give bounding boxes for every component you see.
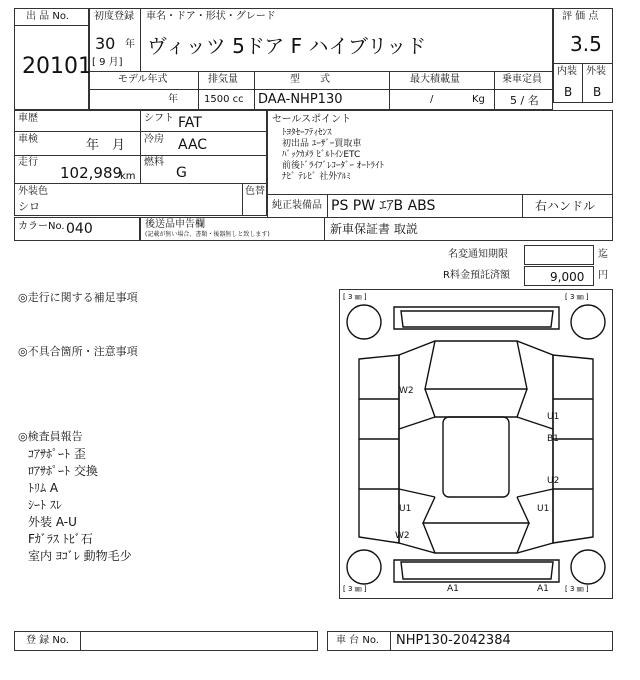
tire-depth-rear-left: [ 3 ㎜ ] — [343, 585, 367, 593]
first-reg-label: 初度登録 — [94, 11, 134, 22]
damage-mark: B1 — [547, 434, 559, 444]
sales-point-item: 前後ﾄﾞﾗｲﾌﾞﾚｺｰﾀﾞｰ ｵｰﾄﾗｲﾄ — [282, 161, 384, 171]
details-row-line — [14, 155, 267, 156]
details-row-line — [14, 131, 267, 132]
inspection-label: 車検 — [18, 134, 38, 145]
wheel-rear-left — [347, 550, 381, 584]
max-load-label: 最大積載量 — [410, 74, 460, 85]
damage-mark: U1 — [399, 504, 412, 514]
inspector-item: ﾄﾘﾑ A — [28, 481, 59, 495]
recycle-value: 9,000 — [550, 270, 585, 284]
driving-notes-label: ◎走行に関する補足事項 — [18, 291, 138, 304]
lot-number: 20101 — [22, 54, 92, 79]
registration-label: 登 録 No. — [26, 635, 69, 646]
chassis-label: 車 台 No. — [336, 635, 379, 646]
ac-label: 冷房 — [144, 134, 164, 145]
first-reg-year: 30 — [95, 34, 116, 53]
exterior-label: 外装 — [586, 66, 606, 77]
mileage-label: 走行 — [18, 157, 38, 168]
mileage-value: 102,989 — [60, 164, 123, 182]
capacity-value: 5 / 名 — [510, 94, 539, 107]
docs-label: 後送品申告欄 — [145, 219, 205, 230]
type-value: DAA-NHP130 — [258, 92, 343, 107]
wheel-rear-right — [571, 550, 605, 584]
handle-value: 右ハンドル — [535, 199, 596, 213]
max-load-unit: Kg — [472, 94, 485, 105]
equipment-divider — [327, 194, 328, 218]
tire-depth-rear-right: [ 3 ㎜ ] — [565, 585, 589, 593]
first-reg-month: [ 9 月] — [92, 57, 123, 68]
chassis-number: NHP130-2042384 — [396, 633, 511, 648]
inspector-item: ｼｰﾄ ｽﾚ — [28, 498, 62, 512]
equipment-label: 純正装備品 — [272, 200, 322, 211]
sales-point-item: 初出品 ﾕｰｻﾞｰ買取車 — [282, 139, 362, 149]
color-change-label: 色替 — [245, 186, 265, 197]
damage-mark: U1 — [547, 412, 560, 422]
car-diagram — [339, 289, 613, 599]
exterior-grade: B — [593, 85, 602, 99]
tire-depth-front-left: [ 3 ㎜ ] — [343, 293, 367, 301]
grade-value: 3.5 — [570, 32, 602, 56]
inspector-label: ◎検査員報告 — [18, 430, 83, 443]
capacity-label: 乗車定員 — [502, 74, 542, 85]
fuel-value: G — [176, 165, 187, 181]
recycle-label: R料金預託済額 — [443, 270, 510, 281]
spec-col-divider — [494, 71, 495, 110]
model-year-label: モデル年式 — [118, 74, 168, 85]
model-year-unit: 年 — [168, 94, 178, 105]
fuel-label: 燃料 — [144, 157, 164, 168]
inspector-item: 外装 A-U — [28, 515, 77, 529]
spec-divider — [89, 89, 553, 90]
sales-point-item: ﾄﾖﾀｾｰﾌﾃｨｾﾝｽ — [282, 128, 332, 138]
name-change-label: 名変通知期限 — [448, 249, 508, 260]
exterior-color-box — [14, 183, 267, 216]
damage-mark: W2 — [399, 386, 414, 396]
grade-label: 評 価 点 — [562, 11, 599, 22]
inspector-item: ｺｱｻﾎﾟｰﾄ 歪 — [28, 447, 86, 461]
damage-mark: A1 — [447, 584, 459, 594]
sales-points-list — [282, 128, 384, 183]
first-reg-year-unit: 年 — [125, 39, 135, 50]
type-label: 型 式 — [290, 74, 330, 85]
exterior-color-label: 外装色 — [18, 186, 48, 197]
name-change-unit: 迄 — [598, 249, 608, 260]
inspector-item: Fｶﾞﾗｽ ﾄﾋﾞ石 — [28, 532, 93, 546]
docs-value: 新車保証書 取説 — [330, 222, 418, 236]
interior-grade: B — [564, 85, 573, 99]
spec-col-divider — [198, 71, 199, 110]
tire-depth-front-right: [ 3 ㎜ ] — [565, 293, 589, 301]
inspector-list — [28, 446, 132, 565]
docs-note: (記載が無い場合、書類・後器無しと致します) — [145, 231, 270, 238]
docs-divider — [324, 217, 325, 241]
inspector-item: ﾛｱｻﾎﾟｰﾄ 交換 — [28, 464, 98, 478]
color-change-divider — [242, 183, 243, 216]
wheel-front-left — [347, 305, 381, 339]
mileage-unit: km — [120, 171, 136, 182]
displacement-label: 排気量 — [208, 74, 238, 85]
damage-mark: W2 — [395, 531, 410, 541]
shift-value: FAT — [178, 115, 202, 131]
recycle-unit: 円 — [598, 270, 608, 281]
history-label: 車歴 — [18, 113, 38, 124]
inspector-item: 室内 ﾖｺﾞﾚ 動物毛少 — [28, 549, 132, 563]
ac-value: AAC — [178, 137, 208, 153]
sales-point-item: ﾅﾋﾞ ﾃﾚﾋﾞ 社外ｱﾙﾐ — [282, 172, 351, 182]
displacement-value: 1500 cc — [204, 94, 244, 105]
sales-point-item: ﾊﾞｯｸｶﾒﾗ ﾋﾞﾙﾄｲﾝETC — [282, 150, 361, 160]
equipment-divider — [522, 194, 523, 218]
defect-notes-label: ◎不具合箇所・注意事項 — [18, 345, 138, 358]
spec-col-divider — [254, 71, 255, 110]
sales-points-label: セールスポイント — [272, 114, 352, 125]
color-no-label: カラーNo. — [18, 221, 65, 232]
equipment-value: PS PW ｴｱB ABS — [331, 198, 436, 214]
damage-mark: A1 — [537, 584, 549, 594]
chassis-divider — [390, 631, 391, 651]
interior-label: 内装 — [557, 66, 577, 77]
max-load-value: / — [430, 94, 434, 105]
damage-mark: U1 — [537, 504, 550, 514]
spec-col-divider — [389, 71, 390, 110]
details-divider — [140, 110, 141, 184]
wheel-front-right — [571, 305, 605, 339]
model-name: ヴィッツ 5ドア F ハイブリッド — [147, 34, 427, 58]
lot-label: 出 品 No. — [26, 11, 69, 22]
exterior-color-value: シロ — [18, 200, 40, 213]
registration-divider — [80, 631, 81, 651]
name-change-field — [524, 245, 594, 265]
color-no-value: 040 — [66, 221, 93, 237]
damage-mark: U2 — [547, 476, 560, 486]
inspection-value: 年 月 — [86, 138, 126, 153]
model-label: 車名・ドア・形状・グレード — [146, 11, 276, 22]
shift-label: シフト — [144, 113, 174, 124]
